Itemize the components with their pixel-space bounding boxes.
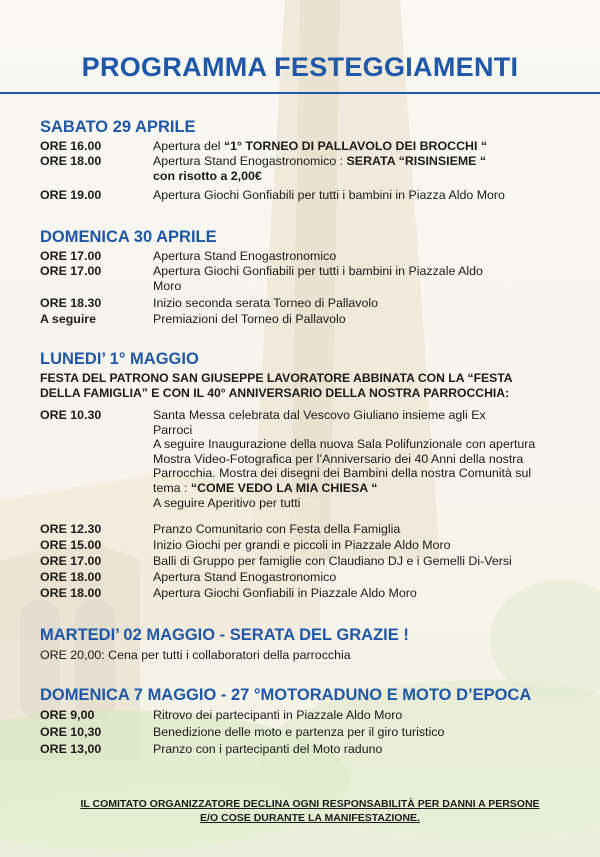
event-time: ORE 19.00 xyxy=(40,188,102,202)
event-description: tema : xyxy=(153,480,191,495)
disclaimer xyxy=(60,797,560,825)
day-heading-saturday: SABATO 29 APRILE xyxy=(40,118,196,136)
event-time: ORE 17.00 xyxy=(40,264,102,278)
event-description: Santa Messa celebrata dal Vescovo Giuliano insieme agli Ex xyxy=(153,408,486,422)
event-highlight: con risotto a 2,00€ xyxy=(153,168,262,183)
event-time: ORE 9,00 xyxy=(40,708,95,722)
event-description: Pranzo Comunitario con Festa della Famiglia xyxy=(153,522,401,536)
event-time: ORE 12.30 xyxy=(40,522,102,536)
event-description: Benedizione delle moto e partenza per il giro turistico xyxy=(153,725,445,739)
event-time: ORE 18.00 xyxy=(40,154,102,168)
event-time: ORE 10,30 xyxy=(40,725,102,739)
disclaimer-line: E/O COSE DURANTE LA MANIFESTAZIONE. xyxy=(200,812,420,824)
page-title: PROGRAMMA FESTEGGIAMENTI xyxy=(81,52,519,82)
event-description: A seguire Aperitivo per tutti xyxy=(153,495,301,510)
event-time: ORE 17.00 xyxy=(40,249,102,263)
event-description: Inizio Giochi per grandi e piccoli in Piazzale Aldo Moro xyxy=(153,538,451,552)
event-highlight: SERATA “RISINSIEME “ xyxy=(346,154,487,168)
event-description: Moro xyxy=(153,278,182,293)
event-description: Inizio seconda serata Torneo di Pallavolo xyxy=(153,296,379,310)
event-description: Balli di Gruppo per famiglie con Claudiano DJ e i Gemelli Di-Versi xyxy=(153,554,512,568)
event-time: ORE 15.00 xyxy=(40,538,102,552)
event-highlight: “COME VEDO LA MIA CHIESA “ xyxy=(190,480,378,495)
event-description: Apertura Giochi Gonfiabili per tutti i bambini in Piazza Aldo Moro xyxy=(153,188,505,202)
day-heading-tuesday: MARTEDI’ 02 MAGGIO - SERATA DEL GRAZIE ! xyxy=(40,626,409,644)
event-time: ORE 17.00 xyxy=(40,554,102,568)
event-description: Apertura Stand Enogastronomico xyxy=(153,570,337,584)
event-description: Apertura Giochi Gonfiabili per tutti i bambini in Piazzale Aldo xyxy=(153,264,483,278)
feast-subtitle: FESTA DEL PATRONO SAN GIUSEPPE LAVORATORE ABBINATA CON LA “FESTA xyxy=(40,371,513,385)
event-time: ORE 13,00 xyxy=(40,742,102,756)
event-time: A seguire xyxy=(40,312,97,326)
event-description: Pranzo con i partecipanti del Moto raduno xyxy=(153,742,383,756)
event-description: Apertura Stand Enogastronomico xyxy=(153,249,337,263)
event-time: ORE 10.30 xyxy=(40,408,102,422)
event-description: Apertura Stand Enogastronomico : xyxy=(153,154,347,168)
event-time: ORE 18.00 xyxy=(40,586,102,600)
event-description: Parrocchia. Mostra dei disegni dei Bambini della nostra Comunità sul xyxy=(153,466,532,481)
event-description: Premiazioni del Torneo di Pallavolo xyxy=(153,312,346,326)
event-description-block xyxy=(153,408,573,510)
event-description: Parroci xyxy=(153,422,193,437)
event-highlight: “1° TORNEO DI PALLAVOLO DEI BROCCHI “ xyxy=(223,139,488,153)
event-description: Apertura del xyxy=(153,139,224,153)
event-note: ORE 20,00: Cena per tutti i collaboratori della parrocchia xyxy=(40,648,351,662)
feast-subtitle: DELLA FAMIGLIA” E CON IL 40° ANNIVERSARIO DELLA NOSTRA PARROCCHIA: xyxy=(40,386,510,400)
day-heading-monday: LUNEDI’ 1° MAGGIO xyxy=(40,350,199,368)
day-heading-sunday-30: DOMENICA 30 APRILE xyxy=(40,228,217,246)
disclaimer-line: IL COMITATO ORGANIZZATORE DECLINA OGNI RESPONSABILITÀ PER DANNI A PERSONE xyxy=(80,798,540,810)
event-description: Apertura Giochi Gonfiabili in Piazzale Aldo Moro xyxy=(153,586,417,600)
event-description: Mostra Video-Fotografica per l’Anniversario dei 40 Anni della nostra xyxy=(153,451,524,466)
event-time: ORE 18.30 xyxy=(40,296,102,310)
event-description: Ritrovo dei partecipanti in Piazzale Aldo Moro xyxy=(153,708,403,722)
event-description: A seguire Inaugurazione della nuova Sala Polifunzionale con apertura xyxy=(153,437,536,452)
day-heading-sunday-7: DOMENICA 7 MAGGIO - 27 °MOTORADUNO E MOTO D’EPOCA xyxy=(40,686,532,704)
event-time: ORE 18.00 xyxy=(40,570,102,584)
event-time: ORE 16.00 xyxy=(40,139,102,153)
title-divider xyxy=(0,92,600,94)
